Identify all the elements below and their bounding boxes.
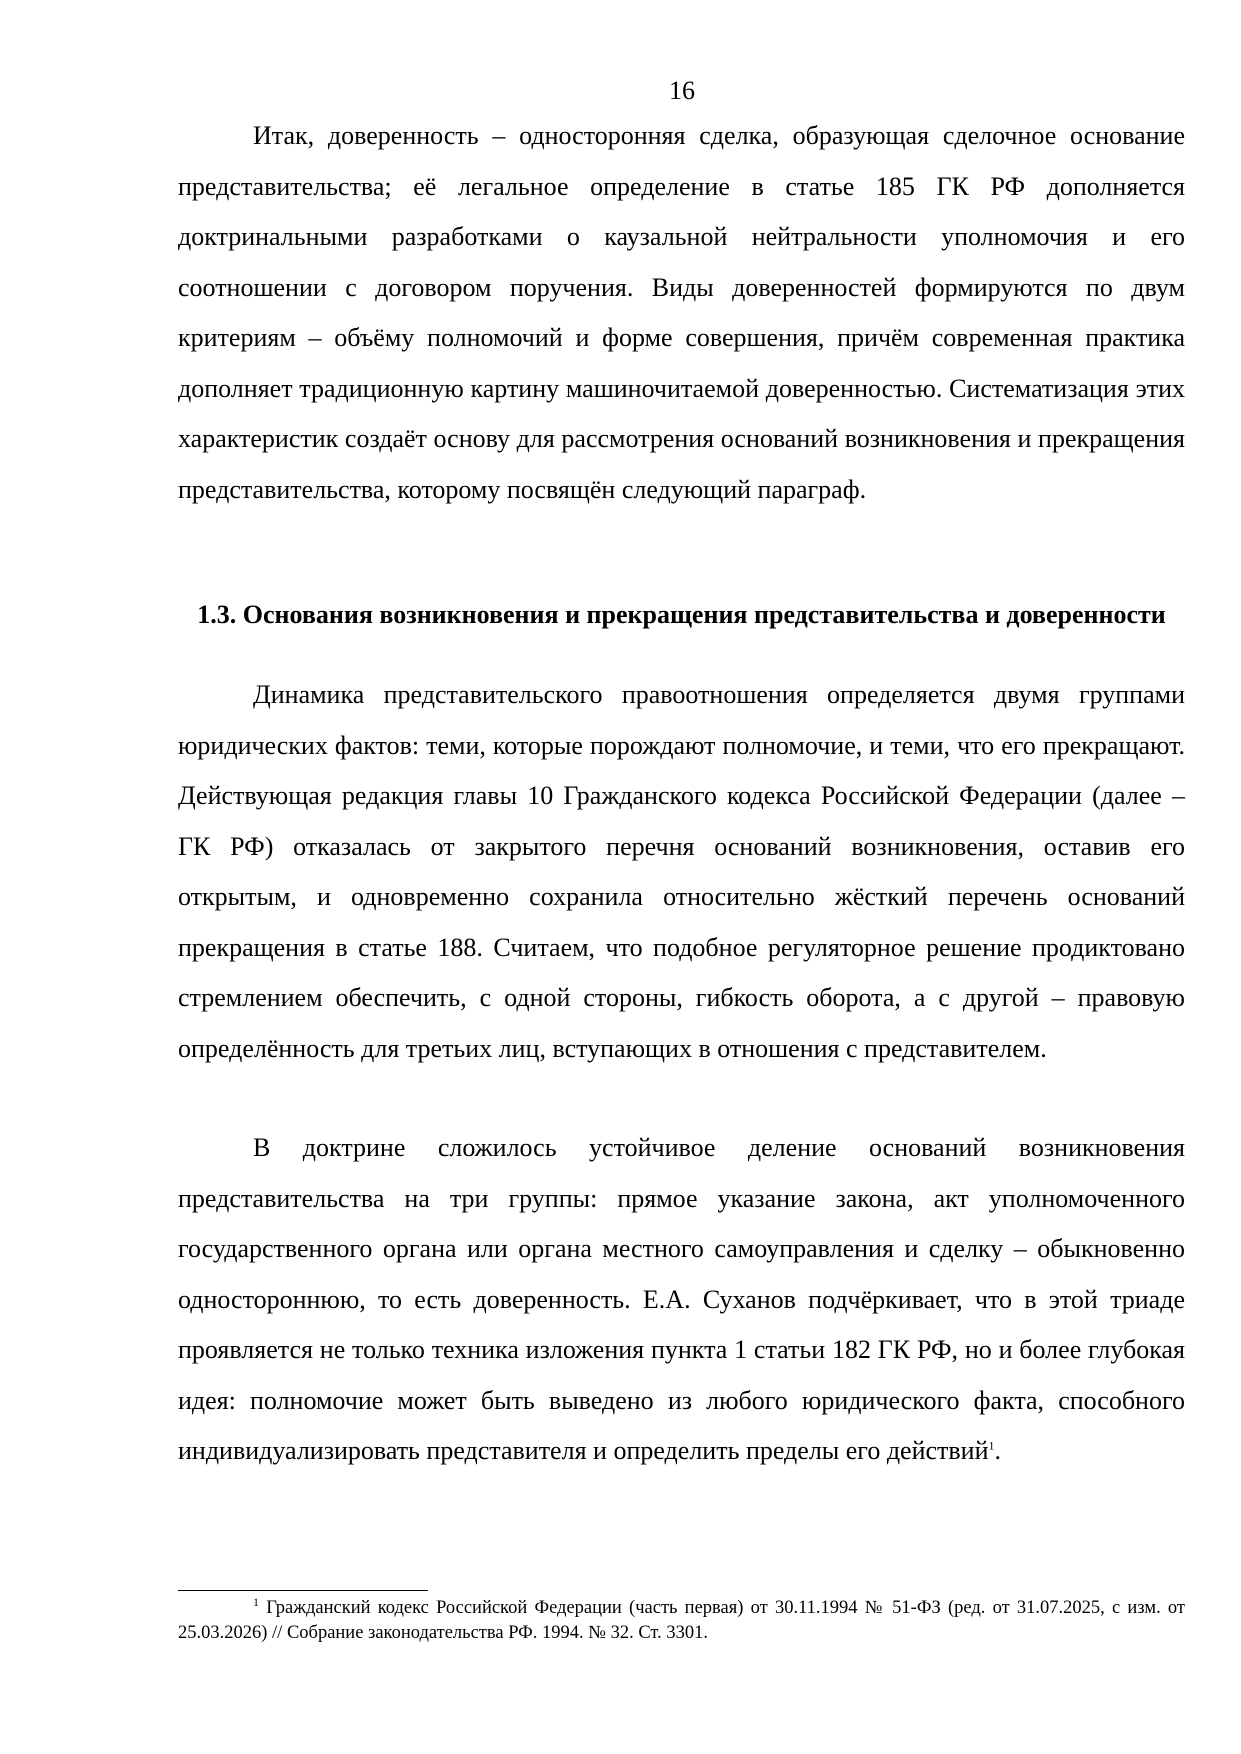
section-heading: 1.3. Основания возникновения и прекращения представительства и доверенности: [197, 600, 1166, 629]
paragraph-3: [178, 1123, 1185, 1477]
paragraph-3-end: .: [994, 1436, 1002, 1465]
paragraph-1: Итак, доверенность – односторонняя сделка, образующая сделочное основание представительства; её легальное определение в статье 185 ГК РФ дополняется доктринальными разработками о каузальной нейтральности уполномочия и его соотношении с договором поручения. Виды доверенностей формируются по двум критериям – объёму полномочий и форме совершения, причём современная практика дополняет традиционную картину машиночитаемой доверенностью. Систематизация этих характеристик создаёт основу для рассмотрения оснований возникновения и прекращения представительства, которому посвящён следующий параграф.: [178, 121, 1185, 504]
page-number: 16: [669, 76, 695, 105]
footnote-mark: 1: [253, 1594, 259, 1609]
footnote-text: Гражданский кодекс Российской Федерации (часть первая) от 30.11.1994 № 51-ФЗ (ред. от 31.07.2025, с изм. от 25.03.2026) // Собрание законодательства РФ. 1994. № 32. Ст. 3301.: [178, 1598, 1185, 1643]
footnote-separator: [178, 1590, 428, 1591]
footnote: [178, 1596, 1185, 1646]
footnote-reference[interactable]: 1: [988, 1438, 995, 1453]
paragraph-3-text: В доктрине сложилось устойчивое деление оснований возникновения представительства на три группы: прямое указание закона, акт уполномоченного государственного органа или органа местного самоуправления и сделку – обыкновенно одностороннюю, то есть доверенность. Е.А. Суханов подчёркивает, что в этой триаде проявляется не только техника изложения пункта 1 статьи 182 ГК РФ, но и более глубокая идея: полномочие может быть выведено из любого юридического факта, способного индивидуализировать представителя и определить пределы его действий: [178, 1133, 1185, 1465]
paragraph-2: Динамика представительского правоотношения определяется двумя группами юридических фактов: теми, которые порождают полномочие, и теми, что его прекращают. Действующая редакция главы 10 Гражданского кодекса Российской Федерации (далее – ГК РФ) отказалась от закрытого перечня оснований возникновения, оставив его открытым, и одновременно сохранила относительно жёсткий перечень оснований прекращения в статье 188. Считаем, что подобное регуляторное решение продиктовано стремлением обеспечить, с одной стороны, гибкость оборота, а с другой – правовую определённость для третьих лиц, вступающих в отношения с представителем.: [178, 680, 1185, 1063]
